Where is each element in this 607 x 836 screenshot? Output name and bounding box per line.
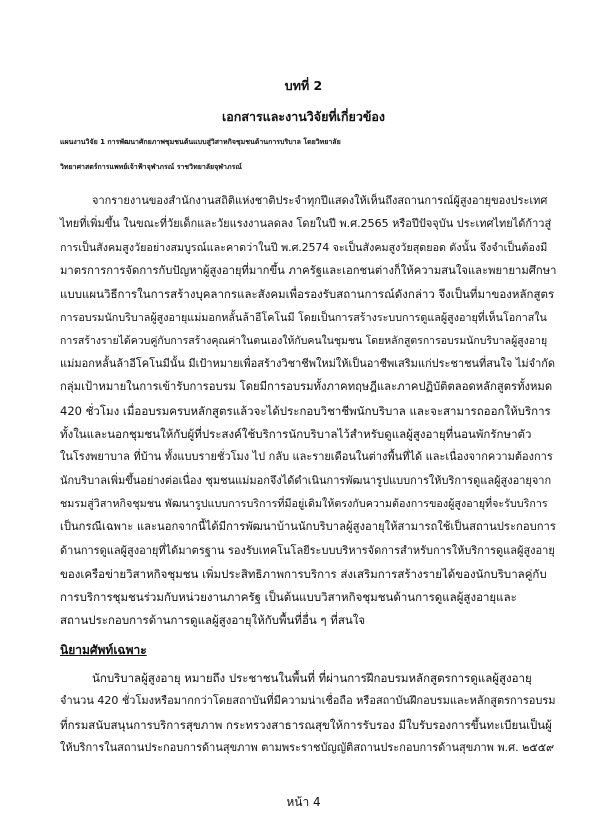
section-title: เอกสารและงานวิจัยที่เกี่ยวข้อง [221, 109, 386, 124]
text-line: ไทยที่เพิ่มขึ้น ในขณะที่วัยเด็กและวัยแรงงานลดลง โดยในปี พ.ศ.2565 หรือปีปัจจุบัน ประเทศไทยได้ก้าวสู่ [60, 217, 552, 231]
text-line: ด้านการดูแลผู้สูงอายุที่ได้มาตรฐาน รองรับเทคโนโลยีระบบบริหารจัดการสำหรับการให้บริการดูแลผู้สูงอายุ [60, 543, 555, 557]
text-line: การเป็นสังคมสูงวัยอย่างสมบูรณ์และคาดว่าในปี พ.ศ.2574 จะเป็นสังคมสูงวัยสุดยอด ดังนั้น จึงจำเป็นต้องมี [60, 240, 548, 254]
text-line: ของเครือข่ายวิสาหกิจชุมชน เพิ่มประสิทธิภาพการบริการ ส่งเสริมการสร้างรายได้ของนักบริบาลคู่กับ [60, 566, 547, 581]
text-line: ที่กรมสนับสนุนการบริการสุขภาพ กระทรวงสาธารณสุขให้การรับรอง มีใบรับรองการขึ้นทะเบียนเป็นผู้ [60, 717, 552, 732]
text-line: เป็นกรณีเฉพาะ และนอกจากนี้ได้มีการพัฒนาบ้านนักบริบาลผู้สูงอายุให้สามารถใช้เป็นสถานประกอบการ [60, 520, 556, 534]
text-line: นักบริบาลเพิ่มขึ้นอย่างต่อเนื่อง ชุมชนแม่มอกจึงได้ดำเนินการพัฒนารูปแบบการให้บริการดูแลผู้สูงอายุจาก [60, 473, 552, 487]
text-line: ทั้งในและนอกชุมชนให้กับผู้ที่ประสงค์ใช้บริการนักบริบาลไว้สำหรับดูแลผู้สูงอายุที่นอนพักรักษาตัว [60, 427, 532, 441]
text-line: จากรายงานของสำนักงานสถิติแห่งชาติประจำทุกปีแสดงให้เห็นถึงสถานการณ์ผู้สูงอายุของประเทศ [92, 194, 548, 207]
text-line: จำนวน 420 ชั่วโมงหรือมากกว่าโดยสถาบันที่มีความน่าเชื่อถือ หรือสถาบันฝึกอบรมและหลักสูตรการอบรม [60, 694, 556, 708]
text-line: มาตรการการจัดการกับปัญหาผู้สูงอายุที่มากขึ้น ภาครัฐและเอกชนต่างก็ให้ความสนใจและพยายามศึกษา [60, 263, 557, 277]
text-line: แม่มอกหลั้นล้าอีโคโนมีนั้น มีเป้าหมายเพื่อสร้างวิชาชีพใหม่ให้เป็นอาชีพเสริมแก่ประชาชนที่สนใจ ไม่จำกัด [60, 357, 556, 371]
project-heading-line-2: วิทยาศาสตร์การแพทย์เจ้าฟ้าจุฬาภรณ์ ราชวิทยาลัยจุฬาภรณ์ [60, 163, 242, 171]
text-line: แบบแผนวิธีการในการสร้างบุคลากรและสังคมเพื่อรองรับสถานการณ์ดังกล่าว จึงเป็นที่มาของหลักสูตร [60, 287, 555, 302]
text-line: 420 ชั่วโมง เมื่ออบรมครบหลักสูตรแล้วจะได้ประกอบวิชาชีพนักบริบาล และจะสามารถออกให้บริการ [60, 403, 551, 418]
text-line: ในโรงพยาบาล ที่บ้าน ทั้งแบบรายชั่วโมง ไป กลับ และรายเดือนในต่างพื้นที่ได้ และเนื่องจากความต้องการ [60, 450, 553, 464]
project-heading-line-1: แผนงานวิจัย 1 การพัฒนาศักยภาพชุมชนต้นแบบสู่วิสาหกิจชุมชนด้านการบริบาล โดยวิทยาลัย [60, 138, 341, 146]
definitions-title: นิยามศัพท์เฉพาะ [60, 643, 147, 657]
text-line: การสร้างรายได้ควบคู่กับการสร้างคุณค่าในตนเองให้กับคนในชุมชน โดยหลักสูตรการอบรมนักบริบาลผู้สูงอายุ [60, 334, 548, 347]
text-line: ชมรมสู่วิสาหกิจชุมชน พัฒนารูปแบบการบริการที่มีอยู่เดิมให้ตรงกับความต้องการของผู้สูงอายุที่จะรับบริการ [60, 496, 548, 510]
text-line: ให้บริการในสถานประกอบการด้านสุขภาพ ตามพระราชบัญญัติสถานประกอบการด้านสุขภาพ พ.ศ. ๒๕๕๙ [60, 740, 555, 754]
text-line: สถานประกอบการด้านการดูแลผู้สูงอายุให้กับพื้นที่อื่น ๆ ที่สนใจ [60, 613, 366, 628]
page-number: หน้า 4 [286, 795, 321, 809]
chapter-heading: บทที่ 2 [284, 78, 323, 93]
text-line: กลุ่มเป้าหมายในการเข้ารับการอบรม โดยมีการอบรมทั้งภาคทฤษฎีและภาคปฏิบัติตลอดหลักสูตรทั้งหมด [60, 380, 553, 394]
text-line: การอบรมนักบริบาลผู้สูงอายุแม่มอกหลั้นล้าอีโคโนมี โดยเป็นการสร้างระบบการดูแลผู้สูงอายุที่เห็นโอกาสใน [60, 310, 547, 324]
text-line: นักบริบาลผู้สูงอายุ หมายถึง ประชาชนในพื้นที่ ที่ผ่านการฝึกอบรมหลักสูตรการดูแลผู้สูงอายุ [92, 671, 532, 685]
text-line: การบริการชุมชนร่วมกับหน่วยงานภาครัฐ เป็นต้นแบบวิสาหกิจชุมชนด้านการดูแลผู้สูงอายุและ [60, 590, 517, 605]
